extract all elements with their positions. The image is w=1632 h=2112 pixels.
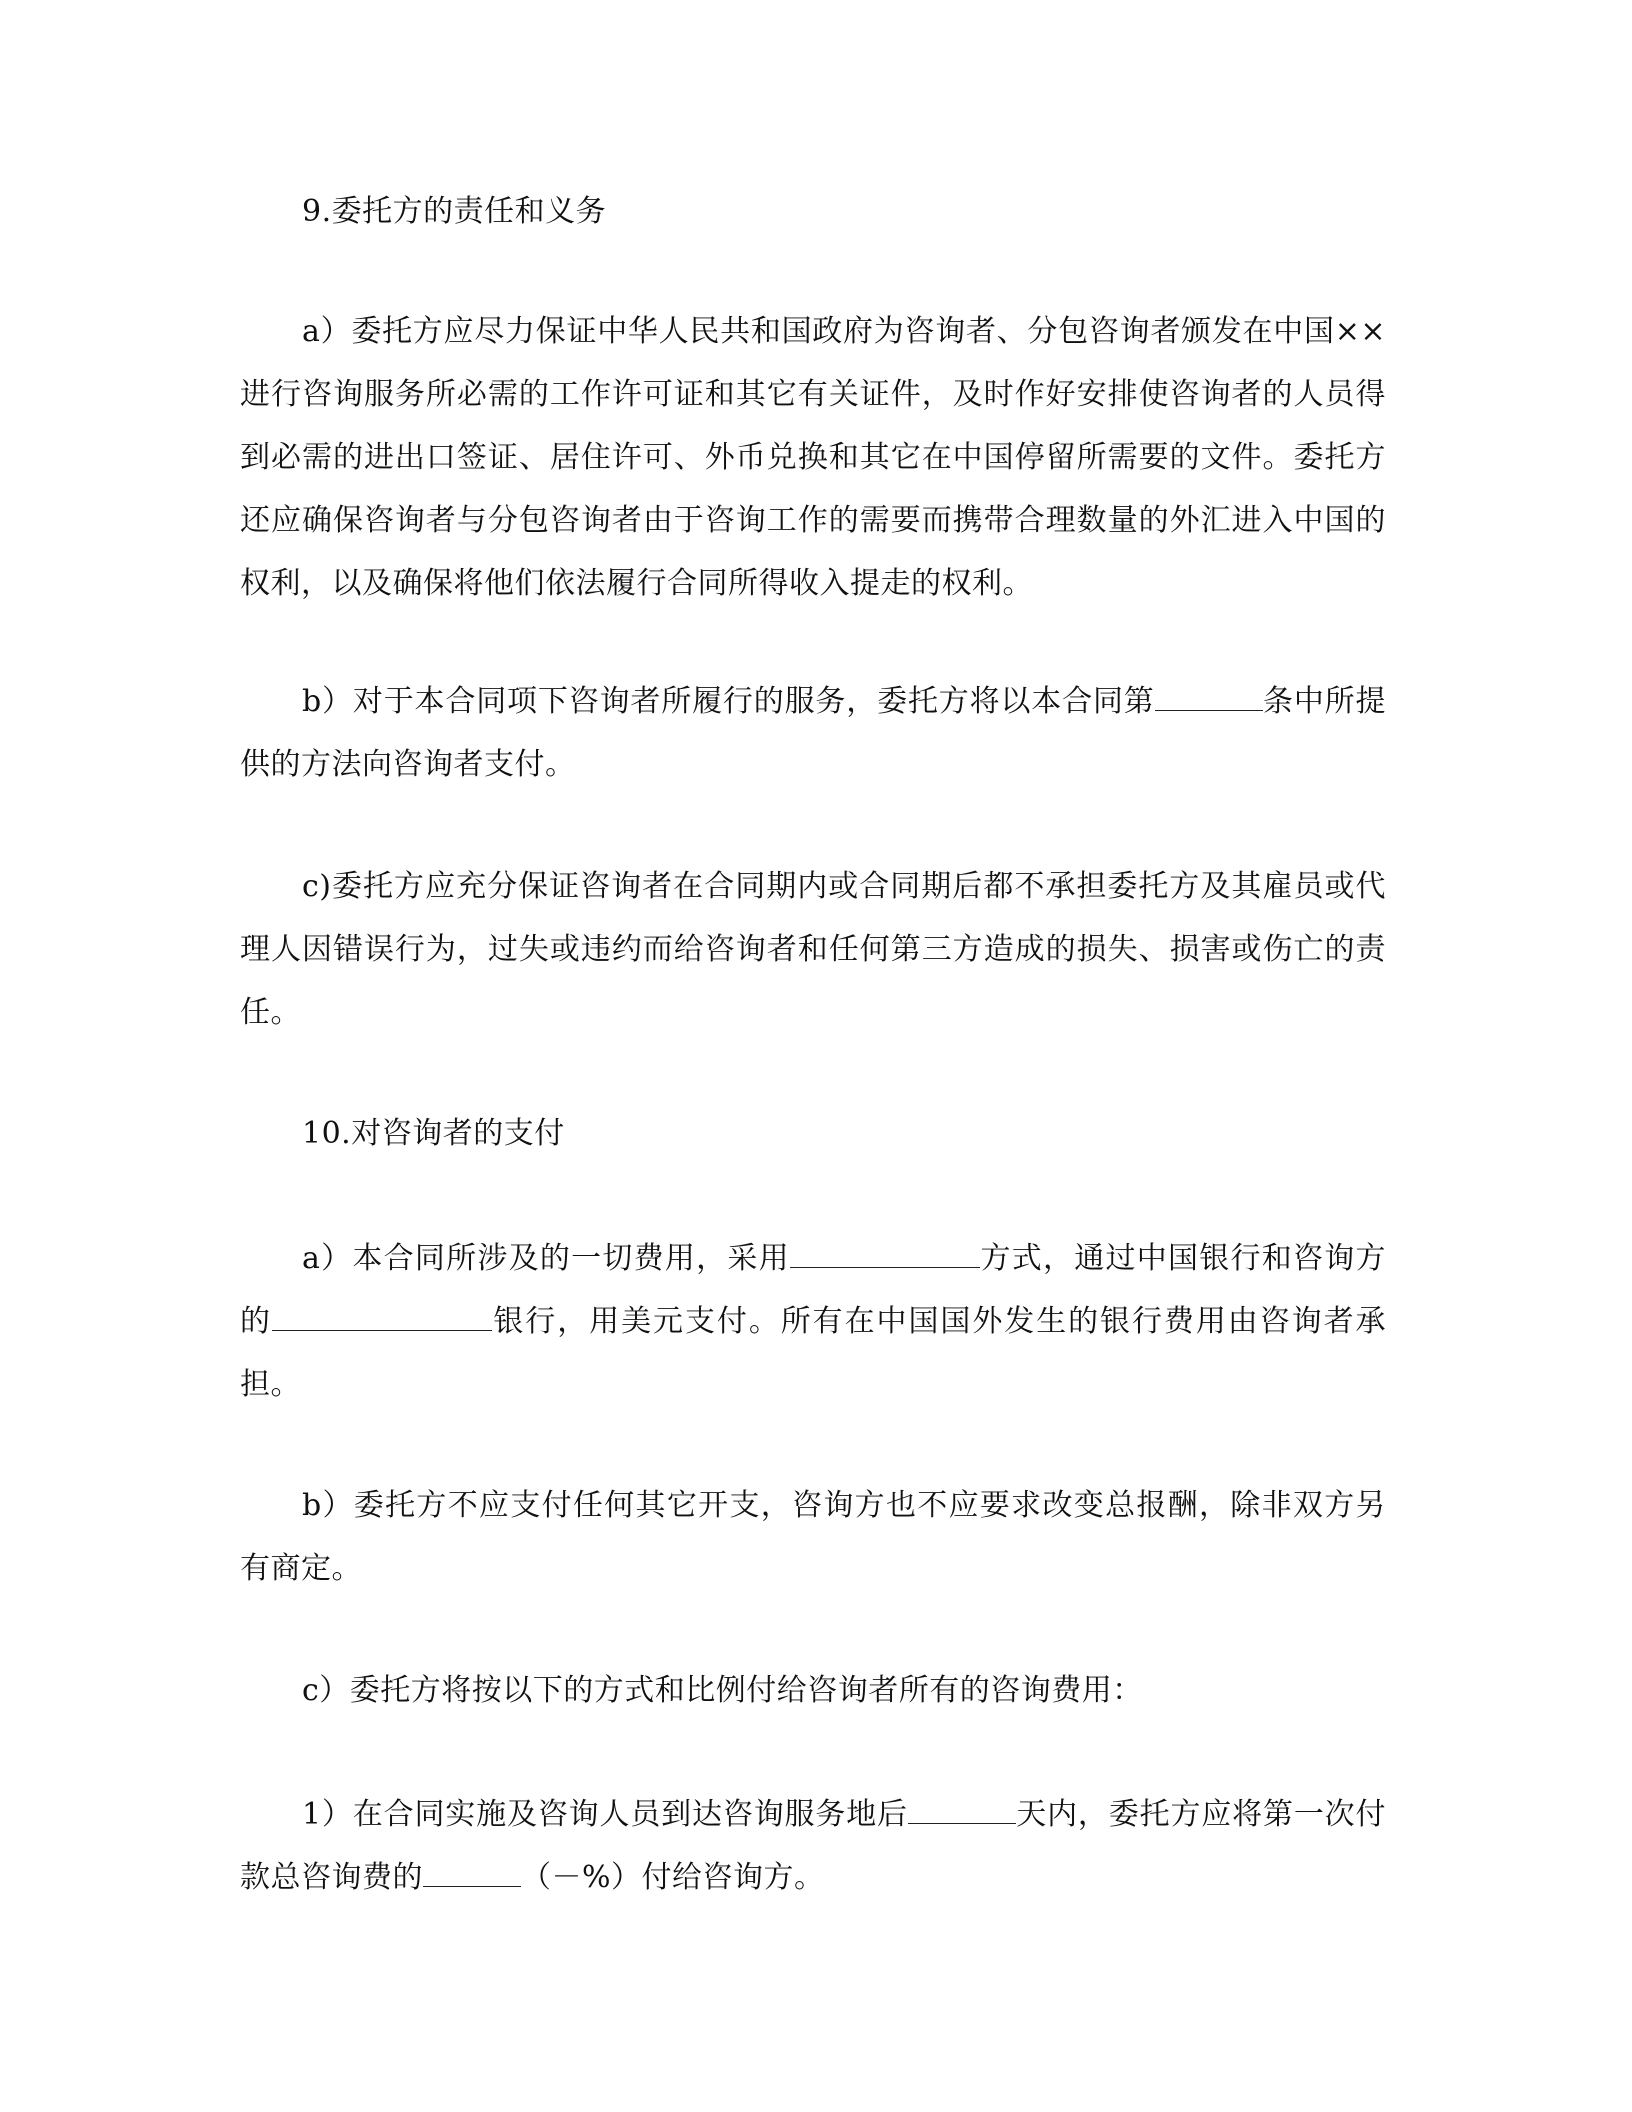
section-9-para-a: a）委托方应尽力保证中华人民共和国政府为咨询者、分包咨询者颁发在中国××进行咨询服务所必需的工作许可证和其它有关证件，及时作好安排使咨询者的人员得到必需的进出口签证、居住许可、外币兑换和其它在中国停留所需要的文件。委托方还应确保咨询者与分包咨询者由于咨询工作的需要而携带合理数量的外汇进入中国的权利，以及确保将他们依法履行合同所得收入提走的权利。 — [240, 314, 1386, 601]
section-10-item-1 — [240, 1783, 1386, 1909]
section-9-para-c: c)委托方应充分保证咨询者在合同期内或合同期后都不承担委托方及其雇员或代理人因错误行为，过失或违约而给咨询者和任何第三方造成的损失、损害或伤亡的责任。 — [240, 869, 1386, 1030]
section-10-para-a-text-2: 方式，通过中国银行和咨询方的 — [240, 1241, 1386, 1339]
section-10-para-b: b）委托方不应支付任何其它开支，咨询方也不应要求改变总报酬，除非双方另有商定。 — [240, 1488, 1386, 1586]
section-9-para-b-text-1: b）对于本合同项下咨询者所履行的服务，委托方将以本合同第 — [302, 684, 1155, 719]
section-10-heading: 10.对咨询者的支付 — [302, 1116, 565, 1151]
days-blank — [908, 1789, 1016, 1824]
fee-amount-blank — [423, 1852, 521, 1887]
bank-name-blank — [272, 1296, 492, 1331]
section-10-item-1-text-2: 天内，委托方应将第一次付款总咨询费的 — [240, 1797, 1386, 1895]
section-10-para-a — [240, 1227, 1386, 1416]
section-10-para-a-text-3: 银行，用美元支付。所有在中国国外发生的银行费用由咨询者承担。 — [240, 1304, 1387, 1402]
section-9-heading: 9.委托方的责任和义务 — [302, 194, 607, 229]
section-9-para-b-text-2: 条中所提供的方法向咨询者支付。 — [240, 684, 1386, 782]
payment-method-blank — [790, 1233, 980, 1268]
section-10-para-a-text-1: a）本合同所涉及的一切费用，采用 — [302, 1241, 790, 1276]
article-number-blank — [1155, 676, 1263, 711]
section-10-para-c: c）委托方将按以下的方式和比例付给咨询者所有的咨询费用： — [302, 1673, 1143, 1708]
section-10-item-1-text-3: （－%）付给咨询方。 — [521, 1860, 825, 1895]
section-10-item-1-text-1: 1）在合同实施及咨询人员到达咨询服务地后 — [302, 1797, 908, 1832]
section-9-para-b — [240, 670, 1386, 796]
